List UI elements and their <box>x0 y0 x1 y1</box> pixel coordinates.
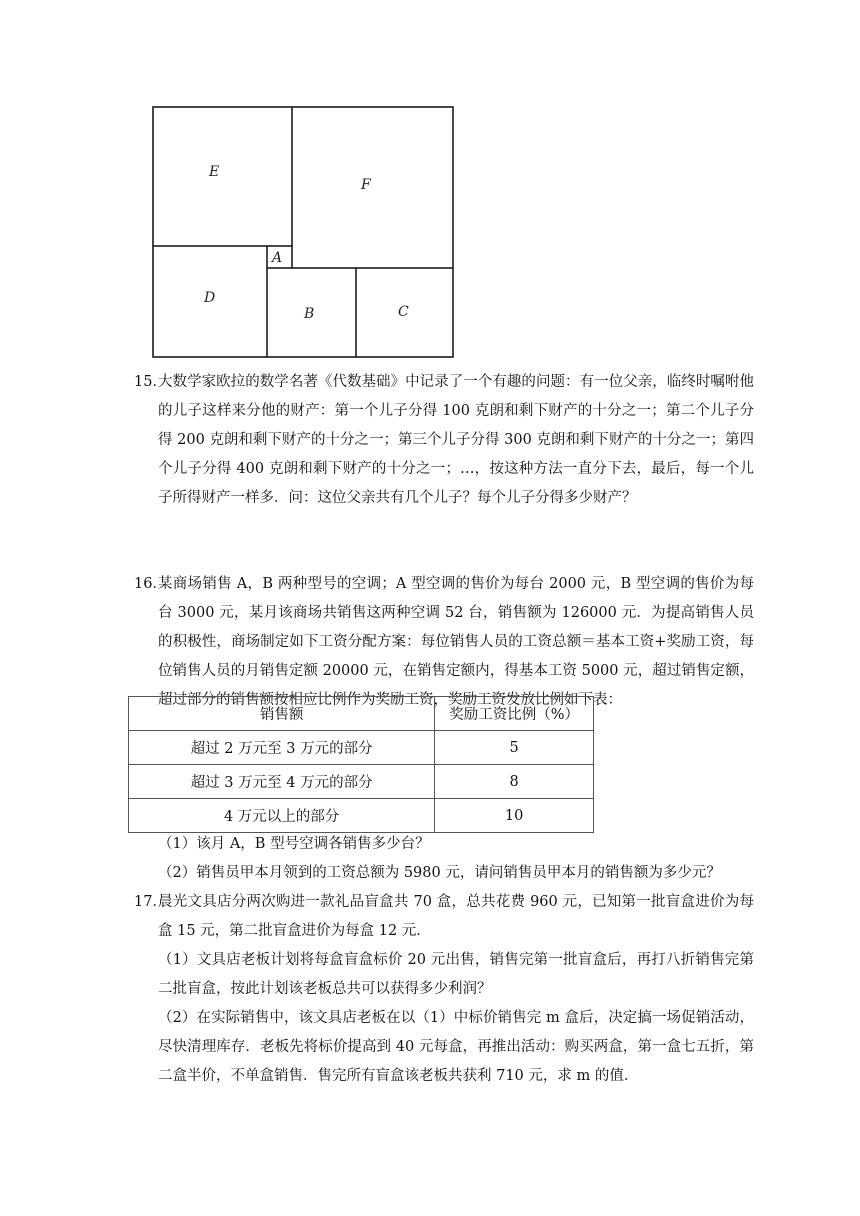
label-D: D <box>204 290 216 306</box>
problem-17 <box>134 888 754 1091</box>
label-E: E <box>209 164 220 180</box>
problem-15 <box>134 368 754 513</box>
problem-text: 晨光文具店分两次购进一款礼品盲盒共 70 盒，总共花费 960 元，已知第一批盲盒进价为每盒 15 元，第二批盲盒进价为每盒 12 元． <box>158 894 754 939</box>
problem-number: 15． <box>134 374 167 390</box>
reward-ratio-table <box>128 696 594 833</box>
table-header: 奖励工资比例（%） <box>435 697 594 731</box>
table-cell: 超过 3 万元至 4 万元的部分 <box>129 765 435 799</box>
question-2: （2）在实际销售中，该文具店老板在以（1）中标价销售完 m 盒后，决定搞一场促销活动，尽快清理库存．老板先将标价提高到 40 元每盒，再推出活动：购买两盒，第一盒七五折，第二盒半价，不单盒销售．售完所有盲盒该老板共获利 710 元，求 m 的值． <box>158 1010 754 1084</box>
label-B: B <box>304 306 315 322</box>
question-2: （2）销售员甲本月领到的工资总额为 5980 元，请问销售员甲本月的销售额为多少元？ <box>158 865 721 881</box>
problem-text: 大数学家欧拉的数学名著《代数基础》中记录了一个有趣的问题：有一位父亲，临终时嘱咐他的儿子这样来分他的财产：第一个儿子分得 100 克朗和剩下财产的十分之一；第二个儿子分得 200 克朗和剩下财产的十分之一；第三个儿子分得 300 克朗和剩下财产的十分之一；第四个儿子分得 400 克朗和剩下财产的十分之一；…，按这种方法一直分下去，最后，每一个儿子所得财产一样多．问：这位父亲共有几个儿子？每个儿子分得多少财产？ <box>158 374 754 506</box>
table-cell: 10 <box>435 799 594 833</box>
table-cell: 8 <box>435 765 594 799</box>
partition-diagram <box>152 106 454 358</box>
question-1: （1）文具店老板计划将每盒盲盒标价 20 元出售，销售完第一批盲盒后，再打八折销售完第二批盲盒，按此计划该老板总共可以获得多少利润？ <box>158 952 754 997</box>
table-cell: 4 万元以上的部分 <box>129 799 435 833</box>
table-row <box>129 731 594 765</box>
problem-text: 某商场销售 A，B 两种型号的空调；A 型空调的售价为每台 2000 元，B 型空调的售价为每台 3000 元，某月该商场共销售这两种空调 52 台，销售额为 126000 元．为提高销售人员的积极性，商场制定如下工资分配方案：每位销售人员的工资总额＝基本工资+奖励工资，每位销售人员的月销售定额 20000 元，在销售定额内，得基本工资 5000 元，超过销售定额，超过部分的销售额按相应比例作为奖励工资，奖励工资发放比例如下表： <box>158 576 754 708</box>
table-header-row <box>129 697 594 731</box>
label-A: A <box>272 250 283 266</box>
table-cell: 5 <box>435 731 594 765</box>
question-1: （1）该月 A，B 型号空调各销售多少台？ <box>158 836 430 852</box>
square-E <box>153 107 292 246</box>
table-row <box>129 765 594 799</box>
problem-16-questions <box>134 830 754 888</box>
problem-number: 16． <box>134 576 167 592</box>
problem-16 <box>134 570 754 715</box>
table-header: 销售额 <box>129 697 435 731</box>
table-row <box>129 799 594 833</box>
table-cell: 超过 2 万元至 3 万元的部分 <box>129 731 435 765</box>
label-F: F <box>361 177 371 193</box>
problem-number: 17． <box>134 894 167 910</box>
label-C: C <box>398 304 409 320</box>
square-partition-figure <box>152 106 454 358</box>
square-F <box>292 107 453 268</box>
